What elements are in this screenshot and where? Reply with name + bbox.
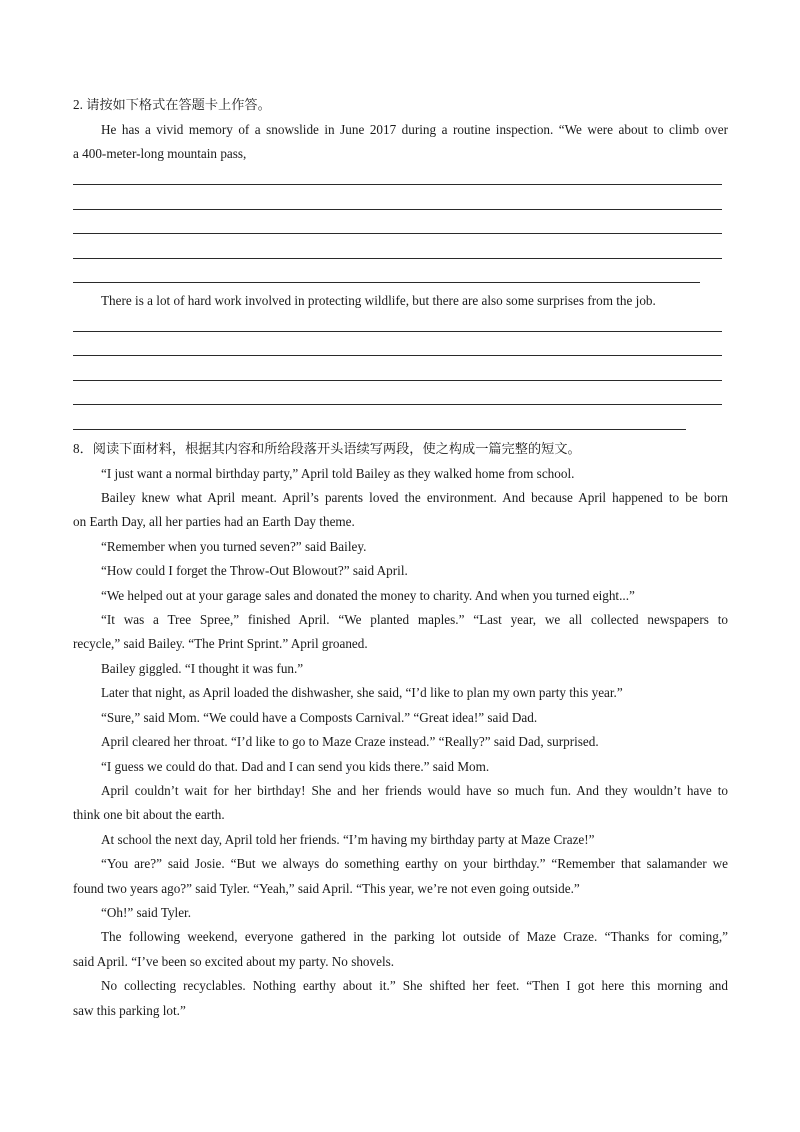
passage-line: At school the next day, April told her friends. “I’m having my birthday party at Maze Craze!” <box>101 832 595 847</box>
answer-line <box>73 429 686 430</box>
answer-line <box>73 258 722 259</box>
passage-line: “It was a Tree Spree,” finished April. “We planted maples.” “Last year, we all collected newspapers to <box>101 612 728 627</box>
answer-line <box>73 380 722 381</box>
q2-para1-line1: He has a vivid memory of a snowslide in June 2017 during a routine inspection. “We were about to climb over <box>101 122 728 137</box>
answer-line <box>73 233 722 234</box>
passage-line: “Oh!” said Tyler. <box>101 905 192 920</box>
answer-line <box>73 282 700 283</box>
q8-heading: 8．阅读下面材料，根据其内容和所给段落开头语续写两段，使之构成一篇完整的短文。 <box>73 441 581 456</box>
answer-line <box>73 209 722 210</box>
passage-line: “I guess we could do that. Dad and I can send you kids there.” said Mom. <box>101 759 490 774</box>
passage-line: “I just want a normal birthday party,” April told Bailey as they walked home from school. <box>101 466 575 481</box>
passage-line: No collecting recyclables. Nothing earthy about it.” She shifted her feet. “Then I got here this morning and <box>101 978 728 993</box>
passage-line: “Remember when you turned seven?” said Bailey. <box>101 539 367 554</box>
passage-line: April cleared her throat. “I’d like to go to Maze Craze instead.” “Really?” said Dad, surprised. <box>101 734 599 749</box>
answer-line <box>73 355 722 356</box>
passage-line: “We helped out at your garage sales and donated the money to charity. And when you turned eight...” <box>101 588 635 603</box>
passage-line: Bailey knew what April meant. April’s parents loved the environment. And because April happened to be born <box>101 490 728 505</box>
q2-para2: There is a lot of hard work involved in protecting wildlife, but there are also some surprises from the job. <box>101 293 656 308</box>
passage-line: The following weekend, everyone gathered in the parking lot outside of Maze Craze. “Thanks for coming,” <box>101 929 728 944</box>
passage-line: saw this parking lot.” <box>73 1003 186 1018</box>
passage-line: Bailey giggled. “I thought it was fun.” <box>101 661 304 676</box>
q2-heading: 2. 请按如下格式在答题卡上作答。 <box>73 97 271 112</box>
passage-line: recycle,” said Bailey. “The Print Sprint.” April groaned. <box>73 636 368 651</box>
passage-line: on Earth Day, all her parties had an Earth Day theme. <box>73 514 355 529</box>
passage-line: “You are?” said Josie. “But we always do something earthy on your birthday.” “Remember that salamander we <box>101 856 728 871</box>
passage-line: found two years ago?” said Tyler. “Yeah,” said April. “This year, we’re not even going outside.” <box>73 881 580 896</box>
passage-line: Later that night, as April loaded the dishwasher, she said, “I’d like to plan my own party this year.” <box>101 685 623 700</box>
answer-line <box>73 184 722 185</box>
answer-line <box>73 404 722 405</box>
passage-line: said April. “I’ve been so excited about my party. No shovels. <box>73 954 395 969</box>
passage-line: April couldn’t wait for her birthday! She and her friends would have so much fun. And they wouldn’t have to <box>101 783 728 798</box>
answer-line <box>73 331 722 332</box>
passage-line: “Sure,” said Mom. “We could have a Composts Carnival.” “Great idea!” said Dad. <box>101 710 538 725</box>
q2-para1-line2: a 400-meter-long mountain pass, <box>73 146 247 161</box>
passage-line: think one bit about the earth. <box>73 807 225 822</box>
passage-line: “How could I forget the Throw-Out Blowout?” said April. <box>101 563 408 578</box>
